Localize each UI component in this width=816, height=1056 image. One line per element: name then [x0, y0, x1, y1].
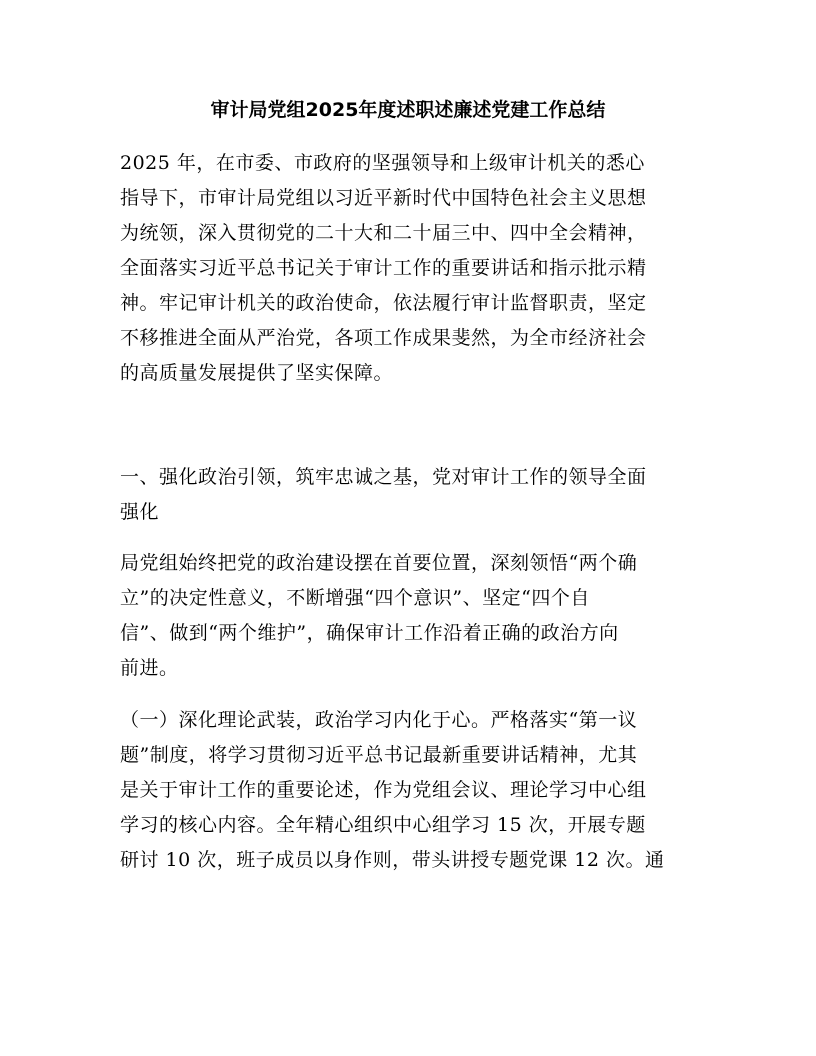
paragraph-line: 局党组始终把党的政治建设摆在首要位置，深刻领悟“两个确	[120, 552, 638, 574]
paragraph-line: 神。牢记审计机关的政治使命，依法履行审计监督职责，坚定	[120, 292, 647, 314]
intro-paragraph	[120, 146, 700, 391]
section-heading	[120, 460, 700, 530]
paragraph-line: 学习的核心内容。全年精心组织中心组学习 15 次，开展专题	[120, 814, 646, 836]
paragraph-line: 立”的决定性意义，不断增强“四个意识”、坚定“四个自	[120, 587, 590, 609]
subsection-paragraph	[120, 703, 700, 878]
paragraph-line: 为统领，深入贯彻党的二十大和二十届三中、四中全会精神，	[120, 222, 647, 244]
paragraph-line: 前进。	[120, 657, 179, 679]
paragraph-line: 全面落实习近平总书记关于审计工作的重要讲话和指示批示精	[120, 257, 647, 279]
heading-line: 一、强化政治引领，筑牢忠诚之基，党对审计工作的领导全面	[120, 466, 647, 488]
paragraph-line: 是关于审计工作的重要论述，作为党组会议、理论学习中心组	[120, 779, 647, 801]
paragraph-line: 研讨 10 次，班子成员以身作则，带头讲授专题党课 12 次。通	[120, 849, 665, 871]
paragraph-line: 指导下，市审计局党组以习近平新时代中国特色社会主义思想	[120, 187, 647, 209]
heading-line: 强化	[120, 501, 160, 523]
paragraph-line: 不移推进全面从严治党，各项工作成果斐然，为全市经济社会	[120, 327, 647, 349]
paragraph-line: （一）深化理论武装，政治学习内化于心。严格落实“第一议	[120, 709, 638, 731]
document-title: 审计局党组2025年度述职述廉述党建工作总结	[210, 99, 606, 121]
section-body-paragraph	[120, 546, 700, 686]
paragraph-line: 题”制度，将学习贯彻习近平总书记最新重要讲话精神，尤其	[120, 744, 638, 766]
paragraph-line: 的高质量发展提供了坚实保障。	[120, 362, 394, 384]
paragraph-line: 信”、做到“两个维护”，确保审计工作沿着正确的政治方向	[120, 622, 619, 644]
paragraph-line: 2025 年，在市委、市政府的坚强领导和上级审计机关的悉心	[120, 152, 645, 174]
